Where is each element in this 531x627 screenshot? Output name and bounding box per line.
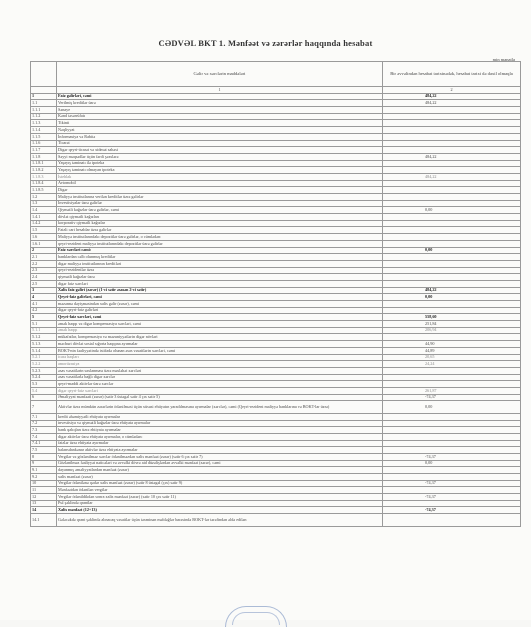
table-row — [31, 514, 521, 527]
row-number-cell: 6 — [31, 394, 57, 401]
row-value-cell: -74,37 — [383, 394, 521, 401]
table-row — [31, 381, 521, 388]
table-row — [31, 254, 521, 261]
row-value-cell — [383, 107, 521, 114]
row-number-cell: 5.1.1 — [31, 327, 57, 334]
row-number-cell: 7 — [31, 401, 57, 414]
row-name-cell: Vergilər ödənilənə qədər xalis mənfəət (zərər) (sətir 8 üstəgəl (çıx) sətir 9) — [57, 480, 383, 487]
row-name-cell: Qiymətli kağızlar üzrə gəlirlər, cəmi — [57, 207, 383, 214]
row-name-cell: Avtomobil — [57, 180, 383, 187]
table-row — [31, 234, 521, 241]
table-row — [31, 260, 521, 267]
table-row — [31, 447, 521, 454]
table-row — [31, 460, 521, 467]
row-name-cell: bank qalıqları üzrə ehtiyata ayırmalar — [57, 427, 383, 434]
row-value-cell — [383, 127, 521, 134]
row-number-cell: 5.1.4 — [31, 347, 57, 354]
table-row — [31, 294, 521, 301]
row-number-cell: 4.2 — [31, 307, 57, 314]
row-value-cell: 0,00 — [383, 460, 521, 467]
row-name-cell: Mənfəətdən ödənilən vergilər — [57, 487, 383, 494]
row-name-cell: BOKT-nin fəaliyyətində istifadə olunan əsas vəsaitlərin xərcləri, cəmi — [57, 347, 383, 354]
table-row — [31, 280, 521, 287]
row-value-cell — [383, 367, 521, 374]
table-row — [31, 420, 521, 427]
row-value-cell — [383, 254, 521, 261]
row-number-cell: 4.1 — [31, 301, 57, 308]
header-cell-num — [31, 62, 57, 87]
row-name-cell: Gözlənilməz fəaliyyət nəticələri və əvvəlki dövrə aid düzəlişlərdən əvvəlki mənfəət (zərər), cəmi — [57, 460, 383, 467]
row-number-cell: 1.1.8.5 — [31, 187, 57, 194]
table-row — [31, 487, 521, 494]
table-row — [31, 507, 521, 514]
table-row — [31, 227, 521, 234]
row-name-cell: İstehlak — [57, 173, 383, 180]
page-title: CƏDVƏL BKT 1. Mənfəət və zərərlər haqqında hesabat — [158, 38, 373, 48]
row-name-cell: Əməliyyat mənfəəti (zərər) (sətir 3 üstəgəl sətir 4 çıx sətir 5) — [57, 394, 383, 401]
table-row — [31, 314, 521, 321]
table-row — [31, 387, 521, 394]
row-name-cell: digər qeyri-faiz xərcləri — [57, 387, 383, 394]
row-name-cell: Maliyyə institutlarındakı depozitlər üzrə gəlirlər, o cümlədən: — [57, 234, 383, 241]
row-name-cell: Nəqliyyat — [57, 127, 383, 134]
row-name-cell: qeyri-rezident maliyyə institutlarındakı depozitlər üzrə gəlirlər — [57, 240, 383, 247]
row-number-cell: 5.2.2 — [31, 361, 57, 368]
table-row — [31, 287, 521, 294]
row-name-cell: əmək haqqı — [57, 327, 383, 334]
row-value-cell — [383, 133, 521, 140]
row-value-cell: 44,90 — [383, 341, 521, 348]
row-number-cell: 1.1 — [31, 100, 57, 107]
row-number-cell: 1.1.8.1 — [31, 160, 57, 167]
row-number-cell: 13 — [31, 500, 57, 507]
table-row — [31, 327, 521, 334]
row-number-cell: 1.1.8 — [31, 153, 57, 160]
row-name-cell: Vergilər ödənildikdən sonra xalis mənfəət (zərər) (sətir 10 çıx sətir 11) — [57, 494, 383, 501]
row-name-cell: Faiz gəlirləri, cəmi — [57, 93, 383, 100]
table-row — [31, 153, 521, 160]
table-row — [31, 433, 521, 440]
row-name-cell: dayanmış əməliyyatlardan mənfəət (zərər) — [57, 467, 383, 474]
row-name-cell: digər qeyri-faiz gəlirləri — [57, 307, 383, 314]
row-name-cell: balansdankənar aktivlər üzrə ehtiyata ayırmalar — [57, 447, 383, 454]
row-number-cell: 9.2 — [31, 474, 57, 481]
row-value-cell — [383, 147, 521, 154]
table-row — [31, 133, 521, 140]
table-row — [31, 347, 521, 354]
unit-label: min manatla — [492, 57, 515, 62]
row-name-cell: əsas vəsaitlərlə bağlı digər xərclər — [57, 374, 383, 381]
row-number-cell: 1.1.8.3 — [31, 173, 57, 180]
row-value-cell: 261,87 — [383, 387, 521, 394]
row-name-cell: Xalis mənfəət (12+13) — [57, 507, 383, 514]
row-name-cell: kredit əhəmiyyətli ehtiyata ayırmalar — [57, 413, 383, 420]
row-name-cell: digər maliyyə institutlarının kreditləri — [57, 260, 383, 267]
row-number-cell: 11 — [31, 487, 57, 494]
row-name-cell: Verilmiş kreditlər üzrə — [57, 100, 383, 107]
table-row — [31, 220, 521, 227]
row-name-cell: digər faiz xərcləri — [57, 280, 383, 287]
table-row — [31, 274, 521, 281]
row-name-cell: Tikinti — [57, 120, 383, 127]
row-name-cell: məzənnə dəyişməsindən xalis gəlir (zərər), cəmi — [57, 301, 383, 308]
row-name-cell: qeyri-maddi aktivlər üzrə xərclər — [57, 381, 383, 388]
row-number-cell: 5.1 — [31, 321, 57, 328]
table-row — [31, 321, 521, 328]
table-row — [31, 301, 521, 308]
row-value-cell: 558,60 — [383, 314, 521, 321]
table-row — [31, 140, 521, 147]
row-name-cell: İnvestisiyalar üzrə gəlirlər — [57, 200, 383, 207]
table-row — [31, 374, 521, 381]
row-value-cell — [383, 187, 521, 194]
row-value-cell: -74,37 — [383, 494, 521, 501]
row-value-cell: -74,37 — [383, 480, 521, 487]
row-value-cell — [383, 280, 521, 287]
table-row — [31, 93, 521, 100]
row-number-cell: 1.6 — [31, 234, 57, 241]
row-value-cell: 20,65 — [383, 354, 521, 361]
row-name-cell: Digər qeyri-ticarət və xidmət sahəsi — [57, 147, 383, 154]
row-number-cell: 5.1.2 — [31, 334, 57, 341]
row-name-cell: məcburi dövlət sosial sığorta haqqına ayırmalar — [57, 341, 383, 348]
row-value-cell — [383, 227, 521, 234]
row-number-cell: 1.1.1 — [31, 107, 57, 114]
row-name-cell: Sənaye — [57, 107, 383, 114]
table-row — [31, 341, 521, 348]
table-row — [31, 107, 521, 114]
row-number-cell: 5.3 — [31, 381, 57, 388]
row-number-cell: 7.4 — [31, 433, 57, 440]
row-value-cell — [383, 514, 521, 527]
table-row — [31, 194, 521, 201]
row-value-cell: 0,00 — [383, 401, 521, 414]
row-name-cell: əmək haqqı və digər kompensasiya xərcləri, cəmi — [57, 321, 383, 328]
row-value-cell — [383, 274, 521, 281]
row-name-cell: qeyri-rezidentlər üzrə — [57, 267, 383, 274]
row-name-cell: Faizli cari hesablar üzrə gəlirlər — [57, 227, 383, 234]
table-row — [31, 120, 521, 127]
row-value-cell — [383, 301, 521, 308]
row-number-cell: 7.3 — [31, 427, 57, 434]
table-row — [31, 361, 521, 368]
row-number-cell: 2.5 — [31, 280, 57, 287]
row-name-cell: icarə haqları — [57, 354, 383, 361]
table-row — [31, 467, 521, 474]
row-name-cell: Qeyri-faiz xərcləri, cəmi — [57, 314, 383, 321]
table-row — [31, 494, 521, 501]
table-row — [31, 401, 521, 414]
row-number-cell: 1.4.2 — [31, 220, 57, 227]
row-name-cell: xalis mənfəət (zərər) — [57, 474, 383, 481]
column-number-1: 1 — [57, 87, 383, 94]
row-number-cell: 1.1.8.2 — [31, 167, 57, 174]
row-number-cell: 2.3 — [31, 267, 57, 274]
row-name-cell: banklardan cəlb olunmuş kreditlər — [57, 254, 383, 261]
income-statement-table — [30, 61, 521, 527]
row-value-cell — [383, 260, 521, 267]
row-number-cell: 5 — [31, 314, 57, 321]
row-number-cell: 5.2.1 — [31, 354, 57, 361]
row-number-cell: 5.4 — [31, 387, 57, 394]
official-stamp-inner — [232, 612, 280, 625]
row-name-cell: Vergilər və gözlənilməz xərclər ödənilməzdən xalis mənfəət (zərər) (sətir 6 çıx sətir 7) — [57, 453, 383, 460]
row-value-cell — [383, 140, 521, 147]
row-number-cell: 1.2 — [31, 194, 57, 201]
table-row — [31, 267, 521, 274]
row-number-cell: 3 — [31, 287, 57, 294]
row-value-cell — [383, 194, 521, 201]
row-value-cell: 0,00 — [383, 294, 521, 301]
table-row — [31, 100, 521, 107]
table-row — [31, 394, 521, 401]
header-cell-value: Bir əvvəlindən hesabat tarixinədək, hesabat tarixi də daxil olmaqla — [383, 62, 521, 87]
table-row — [31, 160, 521, 167]
row-value-cell — [383, 334, 521, 341]
row-name-cell: Səyyi məqsədlər üçün fərdi şəxslərə — [57, 153, 383, 160]
column-number-empty — [31, 87, 57, 94]
row-value-cell: 0,00 — [383, 247, 521, 254]
row-value-cell — [383, 240, 521, 247]
row-value-cell: 251,84 — [383, 321, 521, 328]
row-number-cell: 1.1.3 — [31, 120, 57, 127]
row-number-cell: 2.2 — [31, 260, 57, 267]
row-value-cell — [383, 413, 521, 420]
row-number-cell: 2.4 — [31, 274, 57, 281]
row-value-cell: 44,89 — [383, 347, 521, 354]
table-row — [31, 427, 521, 434]
row-number-cell: 1.6.1 — [31, 240, 57, 247]
table-row — [31, 113, 521, 120]
row-value-cell — [383, 420, 521, 427]
row-value-cell: 484,22 — [383, 100, 521, 107]
row-value-cell: 484,22 — [383, 153, 521, 160]
row-value-cell — [383, 160, 521, 167]
row-number-cell: 1.1.7 — [31, 147, 57, 154]
column-number-2: 2 — [383, 87, 521, 94]
row-name-cell: Faiz xərcləri cəmi: — [57, 247, 383, 254]
table-row — [31, 214, 521, 221]
row-number-cell: 1.1.4 — [31, 127, 57, 134]
row-number-cell: 14.1 — [31, 514, 57, 527]
row-number-cell: 12 — [31, 494, 57, 501]
table-row — [31, 187, 521, 194]
row-name-cell: korporativ qiymətli kağızlar — [57, 220, 383, 227]
row-value-cell — [383, 214, 521, 221]
row-number-cell: 14 — [31, 507, 57, 514]
row-value-cell — [383, 167, 521, 174]
row-number-cell: 10 — [31, 480, 57, 487]
row-number-cell: 1.1.8.4 — [31, 180, 57, 187]
row-number-cell: 1.4.1 — [31, 214, 57, 221]
table-row — [31, 480, 521, 487]
row-name-cell: investisiya və qiymətli kağızlar üzrə ehtiyata ayırmalar — [57, 420, 383, 427]
row-name-cell: İnformasiya və Rabitə — [57, 133, 383, 140]
row-name-cell: dövlət qiymətli kağızları — [57, 214, 383, 221]
row-value-cell — [383, 427, 521, 434]
row-value-cell — [383, 220, 521, 227]
row-number-cell: 1.1.2 — [31, 113, 57, 120]
row-value-cell — [383, 500, 521, 507]
row-number-cell: 1.1.6 — [31, 140, 57, 147]
row-value-cell — [383, 307, 521, 314]
row-name-cell: Xalis faiz gəliri (zərər) (1-ci sətir əsasən 2-ci sətir) — [57, 287, 383, 294]
row-value-cell: 484,22 — [383, 173, 521, 180]
table-row — [31, 200, 521, 207]
row-name-cell: digər aktivlər üzrə ehtiyata ayırmalar, o cümlədən: — [57, 433, 383, 440]
row-number-cell: 2 — [31, 247, 57, 254]
table-row — [31, 474, 521, 481]
row-number-cell: 9 — [31, 460, 57, 467]
row-number-cell: 4 — [31, 294, 57, 301]
row-value-cell — [383, 180, 521, 187]
row-value-cell — [383, 381, 521, 388]
table-row — [31, 440, 521, 447]
row-value-cell — [383, 120, 521, 127]
table-row — [31, 413, 521, 420]
table-row — [31, 354, 521, 361]
row-name-cell: Yaşayış təminatı olmayan ipoteka — [57, 167, 383, 174]
row-value-cell: 484,22 — [383, 93, 521, 100]
header-cell-name: Gəlir və xərclərin maddələri — [57, 62, 383, 87]
table-row — [31, 247, 521, 254]
table-row — [31, 453, 521, 460]
row-name-cell: Digər — [57, 187, 383, 194]
table-row — [31, 127, 521, 134]
row-name-cell: Pul şəklində qrantlar — [57, 500, 383, 507]
row-number-cell: 9.1 — [31, 467, 57, 474]
row-number-cell: 8 — [31, 453, 57, 460]
row-name-cell: faizlər üzrə ehtiyata ayırmalar — [57, 440, 383, 447]
row-value-cell — [383, 467, 521, 474]
row-number-cell: 1.4 — [31, 207, 57, 214]
row-value-cell: 0,00 — [383, 207, 521, 214]
row-name-cell: amortizasiya — [57, 361, 383, 368]
table-row — [31, 367, 521, 374]
row-value-cell: -74,37 — [383, 507, 521, 514]
table-row — [31, 334, 521, 341]
table-body — [31, 93, 521, 526]
row-value-cell — [383, 447, 521, 454]
table-header-row — [31, 62, 521, 87]
row-value-cell — [383, 440, 521, 447]
table-row — [31, 180, 521, 187]
row-value-cell: 24,24 — [383, 361, 521, 368]
row-number-cell: 7.2 — [31, 420, 57, 427]
row-value-cell: 484,22 — [383, 287, 521, 294]
row-number-cell: 7.4.1 — [31, 440, 57, 447]
table-row — [31, 307, 521, 314]
row-name-cell: Gələcəkdə qrant şəklində alınacaq vəsaitlər üçün təxminən məbləğlər barəsində BOKT-lər tərəfindən əldə edilən — [57, 514, 383, 527]
row-name-cell: mükafatlar, kompensasiya və məzuniyyətlərin digər növləri — [57, 334, 383, 341]
row-value-cell — [383, 200, 521, 207]
row-value-cell — [383, 474, 521, 481]
row-number-cell: 2.1 — [31, 254, 57, 261]
row-name-cell: Qeyri-faiz gəlirləri, cəmi — [57, 294, 383, 301]
row-name-cell: qiymətli kağızlar üzrə — [57, 274, 383, 281]
table-row — [31, 167, 521, 174]
row-number-cell: 1.5 — [31, 227, 57, 234]
row-number-cell: 5.2.3 — [31, 367, 57, 374]
row-number-cell: 1.3 — [31, 200, 57, 207]
row-number-cell: 7.1 — [31, 413, 57, 420]
row-value-cell — [383, 487, 521, 494]
row-value-cell — [383, 267, 521, 274]
column-number-row — [31, 87, 521, 94]
row-name-cell: Ticarət — [57, 140, 383, 147]
row-value-cell: 206,94 — [383, 327, 521, 334]
table-row — [31, 240, 521, 247]
row-name-cell: Aktivlər üzrə mümkün zərərlərin ödənilməsi üçün xüsusi ehtiyatın yaradılmasına ayırmalar (xərclər), cəmi (Qeyri-rezident maliyyə banklarına və BOKT-lar üzrə) — [57, 401, 383, 414]
row-name-cell: Kənd təsərrüfatı — [57, 113, 383, 120]
row-number-cell: 5.2.4 — [31, 374, 57, 381]
table-row — [31, 147, 521, 154]
row-value-cell — [383, 374, 521, 381]
table-row — [31, 173, 521, 180]
row-value-cell — [383, 433, 521, 440]
row-value-cell — [383, 113, 521, 120]
row-value-cell: -74,37 — [383, 453, 521, 460]
row-number-cell: 7.5 — [31, 447, 57, 454]
table-row — [31, 207, 521, 214]
row-number-cell: 1.1.5 — [31, 133, 57, 140]
table-row — [31, 500, 521, 507]
row-number-cell: 5.1.3 — [31, 341, 57, 348]
row-name-cell: Maliyyə institutlarına verilən kreditlər üzrə gəlirlər — [57, 194, 383, 201]
row-value-cell — [383, 234, 521, 241]
row-name-cell: əsas vəsaitlərin saxlanması üzrə məsləhət xərcləri — [57, 367, 383, 374]
row-number-cell: 1 — [31, 93, 57, 100]
row-name-cell: Yaşayış təminatı ilə ipoteka — [57, 160, 383, 167]
